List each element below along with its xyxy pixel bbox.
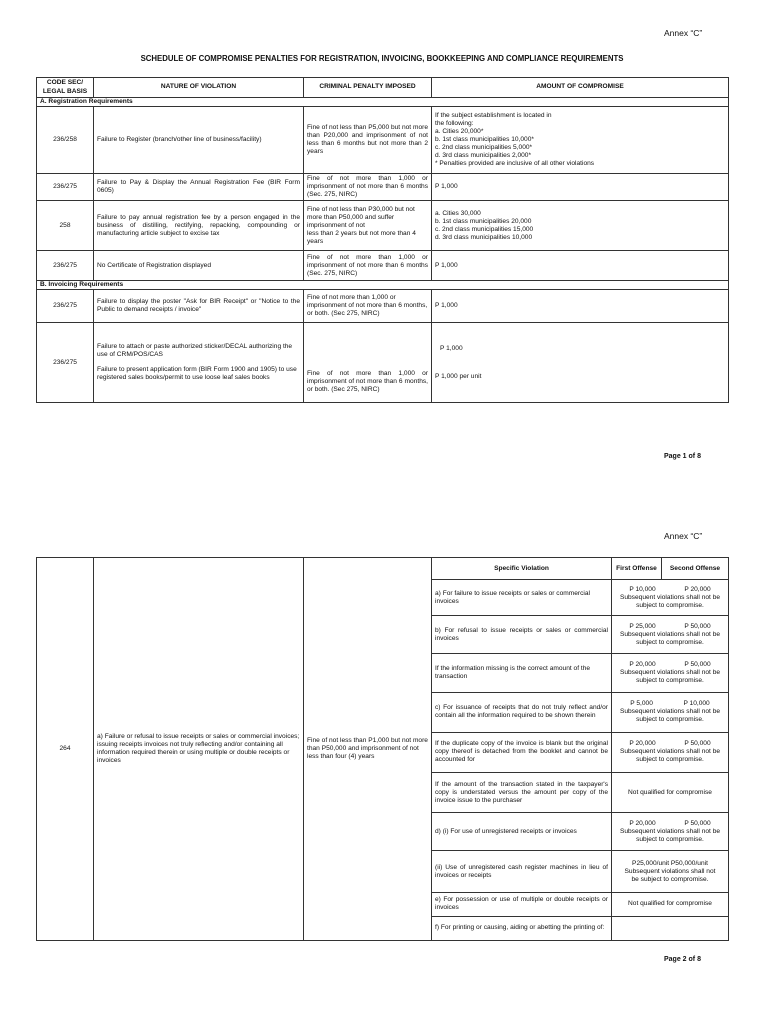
nature-cell: Failure to Register (branch/other line of business/facility) <box>94 107 304 174</box>
criminal-line: less than 2 years but not more than 4 years <box>307 229 416 245</box>
annex-label: Annex “C” <box>664 531 703 541</box>
offense-note: Subsequent violations shall not be subject to compromise. <box>619 827 721 843</box>
amount-line: a. Cities 20,000* <box>435 127 484 135</box>
violation-text: If the duplicate copy of the invoice is blank but the original copy thereof is detached from the booklet and cannot be accounted for <box>432 732 612 772</box>
criminal-cell: Fine of not more than 1,000 or imprisonment of not more than 6 months (Sec. 275, NIRC) <box>304 251 432 281</box>
table-row <box>37 201 729 251</box>
section-row <box>37 281 729 290</box>
criminal-cell: Fine of not more than 1,000 or imprisonment of not more than 6 months, or both. (Sec 275, NIRC) <box>304 323 432 403</box>
header-criminal: CRIMINAL PENALTY IMPOSED <box>304 78 432 98</box>
amount-line: * Penalties provided are inclusive of all other violations <box>435 160 595 168</box>
code-cell: 236/275 <box>37 251 94 281</box>
nature-line: Failure to attach or paste authorized sticker/DECAL authorizing the use of CRM/POS/CAS <box>97 343 293 359</box>
section-row <box>37 98 729 107</box>
amount-line: the following: <box>435 119 474 127</box>
offense-note: Subsequent violations shall not be subject to compromise. <box>619 748 721 764</box>
criminal-cell <box>304 201 432 251</box>
amount-line: P 1,000 <box>440 344 463 352</box>
page-number: Page 2 of 8 <box>664 956 701 963</box>
criminal-cell: Fine of not less than P1,000 but not more than P50,000 and imprisonment of not less than four (4) years <box>304 558 432 941</box>
nature-cell: Failure to pay annual registration fee by a person engaged in the business of distilling, rectifying, repacking, compounding or manufacturing article subject to excise tax <box>94 201 304 251</box>
section-invoicing: B. Invoicing Requirements <box>37 281 729 290</box>
header-amount: AMOUNT OF COMPROMISE <box>432 78 729 98</box>
offense-cell: P25,000/unit P50,000/unit Subsequent violations shall not be subject to compromise. <box>612 851 729 892</box>
table-row <box>37 251 729 281</box>
offense-cell <box>612 732 729 772</box>
amount-cell: P 1,000 <box>432 174 729 201</box>
offense-cell: Not qualified for compromise <box>612 892 729 916</box>
nature-cell: Failure to Pay & Display the Annual Registration Fee (BIR Form 0605) <box>94 174 304 201</box>
table-header-row <box>37 78 729 98</box>
amount-line: b. 1st class municipalities 20,000 <box>435 217 532 225</box>
offense-cell <box>612 580 729 616</box>
nature-cell: No Certificate of Registration displayed <box>94 251 304 281</box>
second-offense-amount: P 50,000 <box>684 661 711 669</box>
amount-line: d. 3rd class municipalities 2,000* <box>435 152 532 160</box>
penalty-table-page2 <box>36 557 729 941</box>
violation-text: f) For printing or causing, aiding or abetting the printing of: <box>432 916 612 940</box>
offense-note: Subsequent violations shall not be subject to compromise. <box>619 708 721 724</box>
amount-cell <box>432 201 729 251</box>
amount-line: a. Cities 30,000 <box>435 209 481 217</box>
first-offense-amount: P 20,000 <box>629 819 656 827</box>
penalty-table-page1 <box>36 77 729 403</box>
violation-text: a) For failure to issue receipts or sales or commercial invoices <box>432 580 612 616</box>
violation-text: b) For refusal to issue receipts or sales or commercial invoices <box>432 616 612 654</box>
header-specific-violation: Specific Violation <box>432 558 612 580</box>
amount-line: If the subject establishment is located in <box>435 111 552 119</box>
violation-text: e) For possession or use of multiple or double receipts or invoices <box>432 892 612 916</box>
violation-text: d) (i) For use of unregistered receipts or invoices <box>432 813 612 851</box>
code-cell: 264 <box>37 558 94 941</box>
criminal-cell: Fine of not more than 1,000 or imprisonment of not more than 6 months, or both. (Sec 275, NIRC) <box>304 290 432 323</box>
code-cell: 236/275 <box>37 174 94 201</box>
second-offense-amount: P 20,000 <box>684 585 711 593</box>
nature-cell <box>94 323 304 403</box>
table-row <box>37 174 729 201</box>
second-offense-amount: P 50,000 <box>684 740 711 748</box>
offense-cell <box>612 616 729 654</box>
criminal-line: Fine of not less than P30,000 but not more than P50,000 and suffer imprisonment of not <box>307 205 415 229</box>
offense-cell <box>612 654 729 692</box>
violation-text: If the amount of the transaction stated in the taxpayer's copy is understated versus the amount per copy of the invoice issue to the purchaser <box>432 773 612 813</box>
schedule-title: SCHEDULE OF COMPROMISE PENALTIES FOR REGISTRATION, INVOICING, BOOKKEEPING AND COMPLIANCE REQUIREMENTS <box>140 54 624 63</box>
second-offense-amount: P 50,000 <box>684 622 711 630</box>
table-row <box>37 290 729 323</box>
amount-cell: P 1,000 <box>432 290 729 323</box>
violation-text: c) For issuance of receipts that do not truly reflect and/or contain all the information required to be shown therein <box>432 692 612 732</box>
offense-cell <box>612 692 729 732</box>
amount-line: P 1,000 per unit <box>435 372 482 380</box>
offense-note: Subsequent violations shall not be subject to compromise. <box>619 593 721 609</box>
nature-cell: a) Failure or refusal to issue receipts or sales or commercial invoices; issuing receipts invoices not truly reflecting and/or containing all information required therein or using multiple or double receipts or invoices <box>94 558 304 941</box>
violation-text: If the information missing is the correct amount of the transaction <box>432 654 612 692</box>
first-offense-amount: P 20,000 <box>629 740 656 748</box>
first-offense-amount: P 5,000 <box>630 700 653 708</box>
amount-cell <box>432 107 729 174</box>
criminal-cell: Fine of not less than P5,000 but not more than P20,000 and imprisonment of not less than 6 months but not more than 2 years <box>304 107 432 174</box>
amount-line: c. 2nd class municipalities 15,000 <box>435 225 534 233</box>
first-offense-amount: P 20,000 <box>629 661 656 669</box>
header-first-offense: First Offense <box>612 558 662 580</box>
first-offense-amount: P 25,000 <box>629 622 656 630</box>
table-row <box>37 558 729 580</box>
table-row <box>37 107 729 174</box>
code-cell: 236/275 <box>37 290 94 323</box>
table-row <box>37 323 729 403</box>
code-cell: 236/258 <box>37 107 94 174</box>
code-cell: 236/275 <box>37 323 94 403</box>
amount-line: b. 1st class municipalities 10,000* <box>435 136 534 144</box>
offense-cell <box>612 813 729 851</box>
first-offense-amount: P 10,000 <box>629 585 656 593</box>
amount-line: c. 2nd class municipalities 5,000* <box>435 144 533 152</box>
amount-cell: P 1,000 <box>432 251 729 281</box>
header-second-offense: Second Offense <box>662 558 729 580</box>
header-code: CODE SEC/ LEGAL BASIS <box>37 78 94 98</box>
offense-cell: Not qualified for compromise <box>612 773 729 813</box>
offense-cell <box>612 916 729 940</box>
second-offense-amount: P 10,000 <box>683 700 710 708</box>
nature-cell: Failure to display the poster "Ask for BIR Receipt" or "Notice to the Public to demand receipts / invoice" <box>94 290 304 323</box>
amount-cell <box>432 323 729 403</box>
violation-text: (ii) Use of unregistered cash register machines in lieu of invoices or receipts <box>432 851 612 892</box>
offense-note: Subsequent violations shall not be subject to compromise. <box>619 669 721 685</box>
offense-note: Subsequent violations shall not be subject to compromise. <box>619 630 721 646</box>
page-number: Page 1 of 8 <box>664 453 701 460</box>
amount-line: d. 3rd class municipalities 10,000 <box>435 233 533 241</box>
second-offense-amount: P 50,000 <box>684 819 711 827</box>
section-registration: A. Registration Requirements <box>37 98 729 107</box>
nature-line: Failure to present application form (BIR Form 1900 and 1905) to use registered sales books/permit to use loose leaf sales books <box>97 366 297 382</box>
criminal-cell: Fine of not more than 1,000 or imprisonment of not more than 6 months (Sec. 275, NIRC) <box>304 174 432 201</box>
code-cell: 258 <box>37 201 94 251</box>
header-nature: NATURE OF VIOLATION <box>94 78 304 98</box>
annex-label: Annex “C” <box>664 28 703 38</box>
